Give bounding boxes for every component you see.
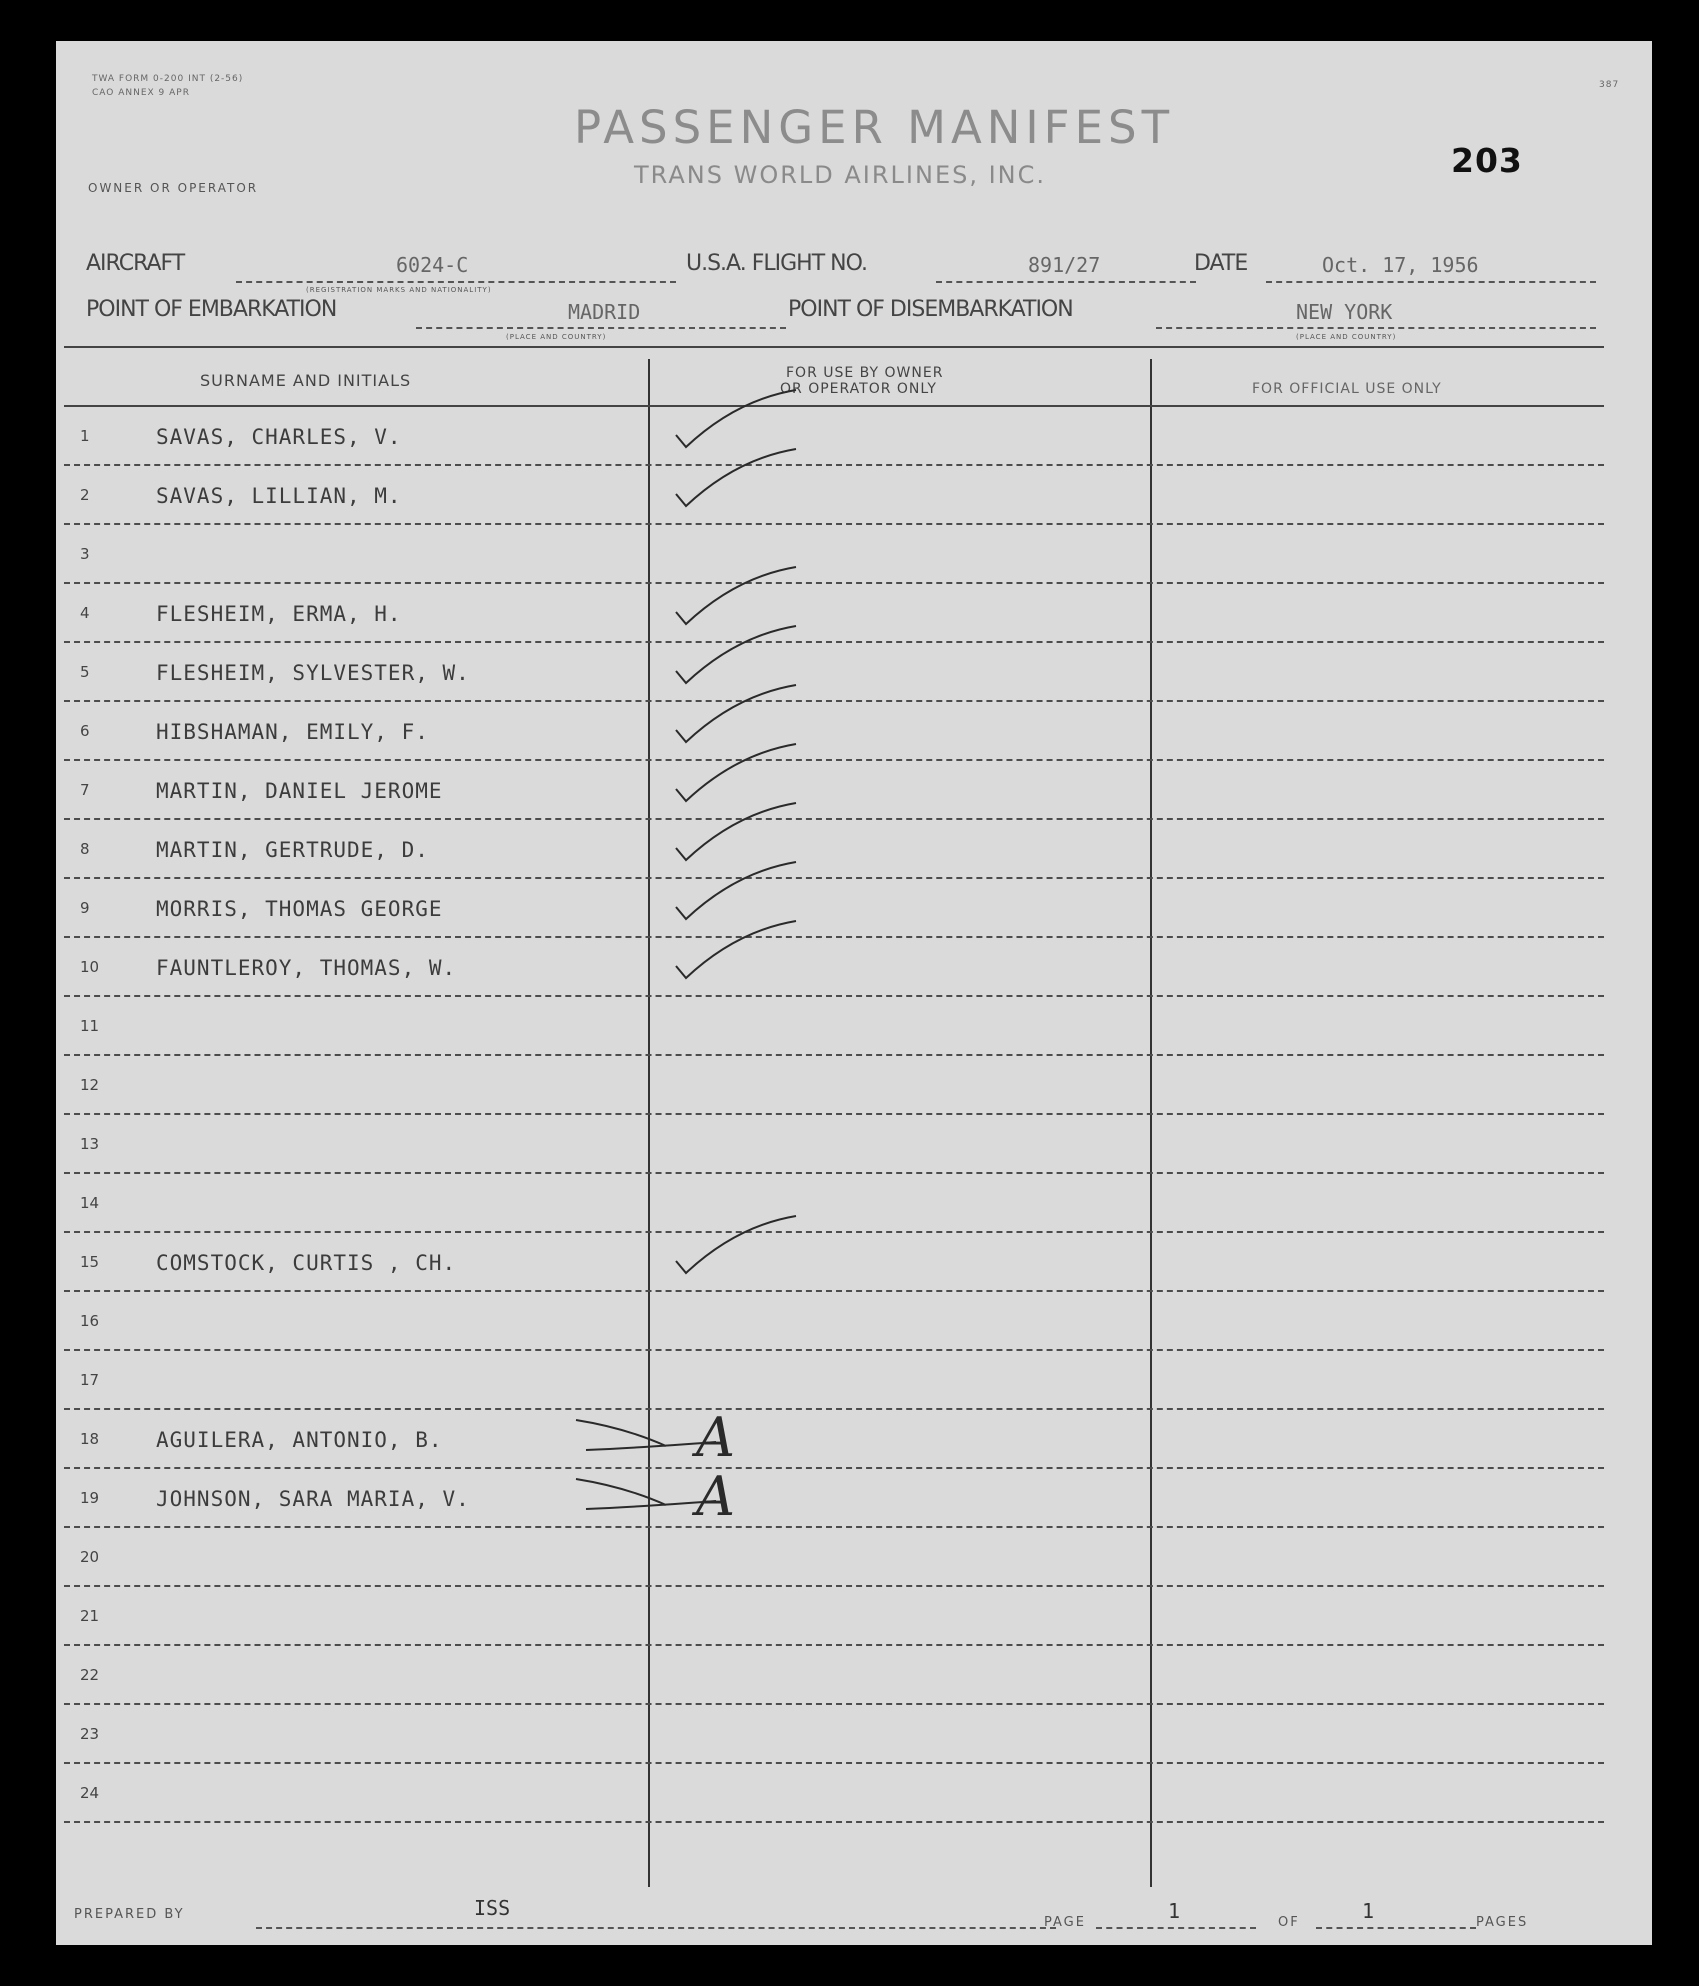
check-mark xyxy=(676,449,796,506)
row-number: 6 xyxy=(80,722,90,740)
page-value: 1 xyxy=(1168,1899,1181,1923)
check-mark xyxy=(676,803,796,860)
row-number: 24 xyxy=(80,1784,100,1802)
row-number: 4 xyxy=(80,604,90,622)
embarkation-hint: (PLACE AND COUNTRY) xyxy=(506,333,607,341)
row-number: 23 xyxy=(80,1725,100,1743)
row-number: 11 xyxy=(80,1017,100,1035)
row-number: 22 xyxy=(80,1666,100,1684)
check-mark xyxy=(676,390,796,447)
disembarkation-value: NEW YORK xyxy=(1296,300,1393,324)
row-number: 10 xyxy=(80,958,100,976)
check-mark xyxy=(676,921,796,978)
row-number: 18 xyxy=(80,1430,100,1448)
of-label: OF xyxy=(1278,1915,1300,1930)
row-number: 7 xyxy=(80,781,90,799)
owner-operator-label: OWNER OR OPERATOR xyxy=(88,181,259,195)
column-header-owner-1: FOR USE BY OWNER xyxy=(786,365,944,381)
registration-hint: (REGISTRATION MARKS AND NATIONALITY) xyxy=(306,286,492,294)
handwritten-marks xyxy=(56,41,1652,1945)
embarkation-label: POINT OF EMBARKATION xyxy=(86,297,337,322)
row-number: 8 xyxy=(80,840,90,858)
row-number: 15 xyxy=(80,1253,100,1271)
form-id-line1: TWA FORM 0-200 INT (2-56) xyxy=(92,74,244,84)
aircraft-label: AIRCRAFT xyxy=(86,251,185,276)
row-number: 17 xyxy=(80,1371,100,1389)
row-number: 16 xyxy=(80,1312,100,1330)
disembarkation-hint: (PLACE AND COUNTRY) xyxy=(1296,333,1397,341)
check-mark xyxy=(676,744,796,801)
passenger-name: SAVAS, CHARLES, V. xyxy=(156,425,402,449)
passenger-name: MARTIN, DANIEL JEROME xyxy=(156,779,443,803)
check-mark xyxy=(676,1216,796,1273)
document-title: PASSENGER MANIFEST xyxy=(574,101,1175,154)
handwritten-a-mark xyxy=(576,1465,735,1528)
passenger-name: MARTIN, GERTRUDE, D. xyxy=(156,838,429,862)
date-label: DATE xyxy=(1194,251,1248,276)
row-number: 5 xyxy=(80,663,90,681)
form-id-line2: CAO ANNEX 9 APR xyxy=(92,88,190,98)
passenger-name: SAVAS, LILLIAN, M. xyxy=(156,484,402,508)
passenger-name: MORRIS, THOMAS GEORGE xyxy=(156,897,443,921)
prepared-by-value: ISS xyxy=(474,1896,511,1920)
date-value: Oct. 17, 1956 xyxy=(1322,253,1479,277)
flight-number-label: U.S.A. FLIGHT NO. xyxy=(686,251,867,276)
passenger-name: HIBSHAMAN, EMILY, F. xyxy=(156,720,429,744)
embarkation-value: MADRID xyxy=(568,300,641,324)
row-number: 21 xyxy=(80,1607,100,1625)
passenger-name: AGUILERA, ANTONIO, B. xyxy=(156,1428,443,1452)
of-value: 1 xyxy=(1362,1899,1375,1923)
passenger-name: FLESHEIM, SYLVESTER, W. xyxy=(156,661,470,685)
check-mark xyxy=(676,626,796,683)
aircraft-value: 6024-C xyxy=(396,253,469,277)
corner-number: 387 xyxy=(1599,80,1620,90)
check-mark xyxy=(676,862,796,919)
row-number: 2 xyxy=(80,486,90,504)
row-number: 9 xyxy=(80,899,90,917)
manifest-sheet xyxy=(56,41,1652,1945)
svg-text:A: A xyxy=(696,1465,735,1528)
handwritten-a-mark xyxy=(576,1406,735,1469)
column-header-names: SURNAME AND INITIALS xyxy=(200,371,412,390)
passenger-name: JOHNSON, SARA MARIA, V. xyxy=(156,1487,470,1511)
disembarkation-label: POINT OF DISEMBARKATION xyxy=(788,297,1073,322)
flight-number-value: 891/27 xyxy=(1028,253,1101,277)
check-mark xyxy=(676,685,796,742)
column-header-official: FOR OFFICIAL USE ONLY xyxy=(1252,381,1442,397)
svg-text:A: A xyxy=(696,1406,735,1469)
row-number: 13 xyxy=(80,1135,100,1153)
passenger-name: COMSTOCK, CURTIS , CH. xyxy=(156,1251,457,1275)
airline-name: TRANS WORLD AIRLINES, INC. xyxy=(634,161,1047,189)
column-header-owner-2: OR OPERATOR ONLY xyxy=(780,381,937,397)
row-number: 19 xyxy=(80,1489,100,1507)
pages-label: PAGES xyxy=(1476,1915,1529,1930)
row-number: 3 xyxy=(80,545,90,563)
row-number: 14 xyxy=(80,1194,100,1212)
passenger-name: FLESHEIM, ERMA, H. xyxy=(156,602,402,626)
row-number: 12 xyxy=(80,1076,100,1094)
row-number: 1 xyxy=(80,427,90,445)
passenger-name: FAUNTLEROY, THOMAS, W. xyxy=(156,956,457,980)
row-number: 20 xyxy=(80,1548,100,1566)
prepared-by-label: PREPARED BY xyxy=(74,1907,185,1922)
page-label: PAGE xyxy=(1044,1915,1086,1930)
check-mark xyxy=(676,567,796,624)
page-stamp-number: 203 xyxy=(1451,141,1523,180)
